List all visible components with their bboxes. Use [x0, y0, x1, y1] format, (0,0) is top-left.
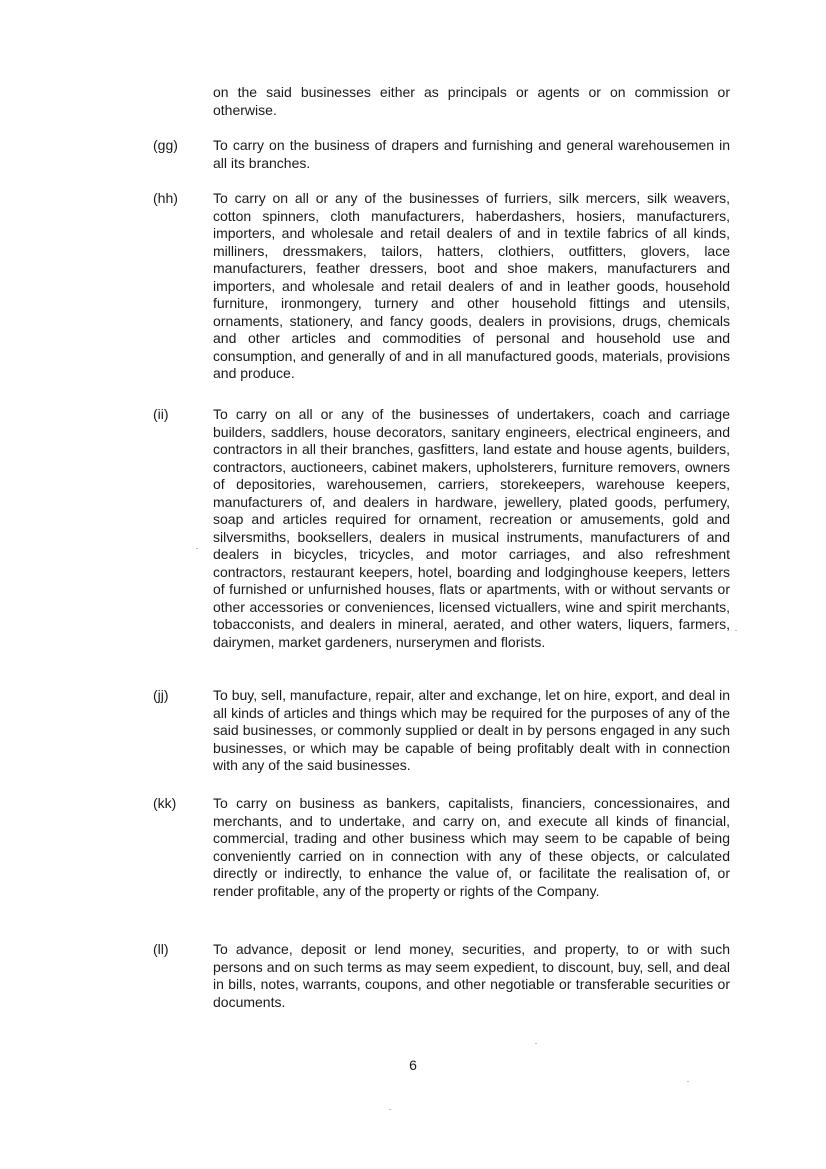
scan-speck	[196, 548, 198, 549]
clause-text: To carry on all or any of the businesses of undertakers, coach and carriage builders, saddlers, house decorators, sanitary engineers, electrical engineers, and contractors in all their branches, gasfitters, land estate and house agents, builders, contractors, auctioneers, cabinet makers, upholsterers, furniture removers, owners of depositories, warehousemen, carriers, storekeepers, warehouse keepers, manufacturers of, and dealers in hardware, jewellery, plated goods, perfumery, soap and articles required for ornament, recreation or amusements, gold and silversmiths, booksellers, dealers in musical instruments, manufacturers of and dealers in bicycles, tricycles, and motor carriages, and also refreshment contractors, restaurant keepers, hotel, boarding and lodginghouse keepers, letters of furnished or unfurnished houses, flats or apartments, with or without servants or other accessories or conveniences, licensed victuallers, wine and spirit merchants, tobacconists, and dealers in mineral, aerated, and other waters, liquers, farmers, dairymen, market gardeners, nurserymen and florists.	[213, 406, 730, 650]
clause-text: To carry on business as bankers, capitalists, financiers, concessionaires, and merchants, and to undertake, and carry on, and execute all kinds of financial, commercial, trading and other business which may seem to be capable of being conveniently carried on in connection with any of these objects, or calculated directly or indirectly, to enhance the value of, or facilitate the realisation of, or render profitable, any of the property or rights of the Company.	[213, 795, 730, 899]
clause-text: To carry on all or any of the businesses of furriers, silk mercers, silk weavers, cotton spinners, cloth manufacturers, haberdashers, hosiers, manufacturers, importers, and wholesale and retail dealers of and in textile fabrics of all kinds, milliners, dressmakers, tailors, hatters, clothiers, outfitters, glovers, lace manufacturers, feather dressers, boot and shoe makers, manufacturers and importers, and wholesale and retail dealers of and in leather goods, household furniture, ironmongery, turnery and other household fittings and utensils, ornaments, stationery, and fancy goods, dealers in provisions, drugs, chemicals and other articles and commodities of personal and household use and consumption, and generally of and in all manufactured goods, materials, provisions and produce.	[213, 190, 730, 381]
clause-text: To carry on the business of drapers and furnishing and general warehousemen in all its branches.	[213, 137, 730, 171]
clause-text: To buy, sell, manufacture, repair, alter and exchange, let on hire, export, and deal in all kinds of articles and things which may be required for the purposes of any of the said businesses, or commonly supplied or dealt in by persons engaged in any such businesses, or which may be capable of being profitably dealt with in connection with any of the said businesses.	[213, 687, 730, 773]
continuation-paragraph: on the said businesses either as principals or agents or on commission or otherwise.	[213, 84, 730, 118]
clause-ii	[150, 406, 730, 651]
clause-label: (ll)	[153, 941, 169, 957]
clause-text: To advance, deposit or lend money, securities, and property, to or with such persons and on such terms as may seem expedient, to discount, buy, sell, and deal in bills, notes, warrants, coupons, and other negotiable or transferable securities or documents.	[213, 941, 730, 1010]
clause-kk	[150, 795, 730, 900]
clause-ll	[150, 941, 730, 1011]
clause-label: (hh)	[153, 190, 178, 206]
clause-label: (gg)	[153, 137, 178, 153]
clause-jj	[150, 687, 730, 775]
scan-speck	[735, 630, 737, 631]
page-number: 6	[409, 1057, 417, 1073]
clause-hh	[150, 190, 730, 383]
clause-gg	[150, 137, 730, 172]
clause-label: (kk)	[153, 795, 177, 811]
clause-label: (jj)	[153, 687, 169, 703]
scan-speck	[535, 1043, 537, 1044]
scan-speck	[687, 1081, 689, 1082]
clause-label: (ii)	[153, 406, 169, 422]
scan-speck	[389, 1109, 391, 1110]
